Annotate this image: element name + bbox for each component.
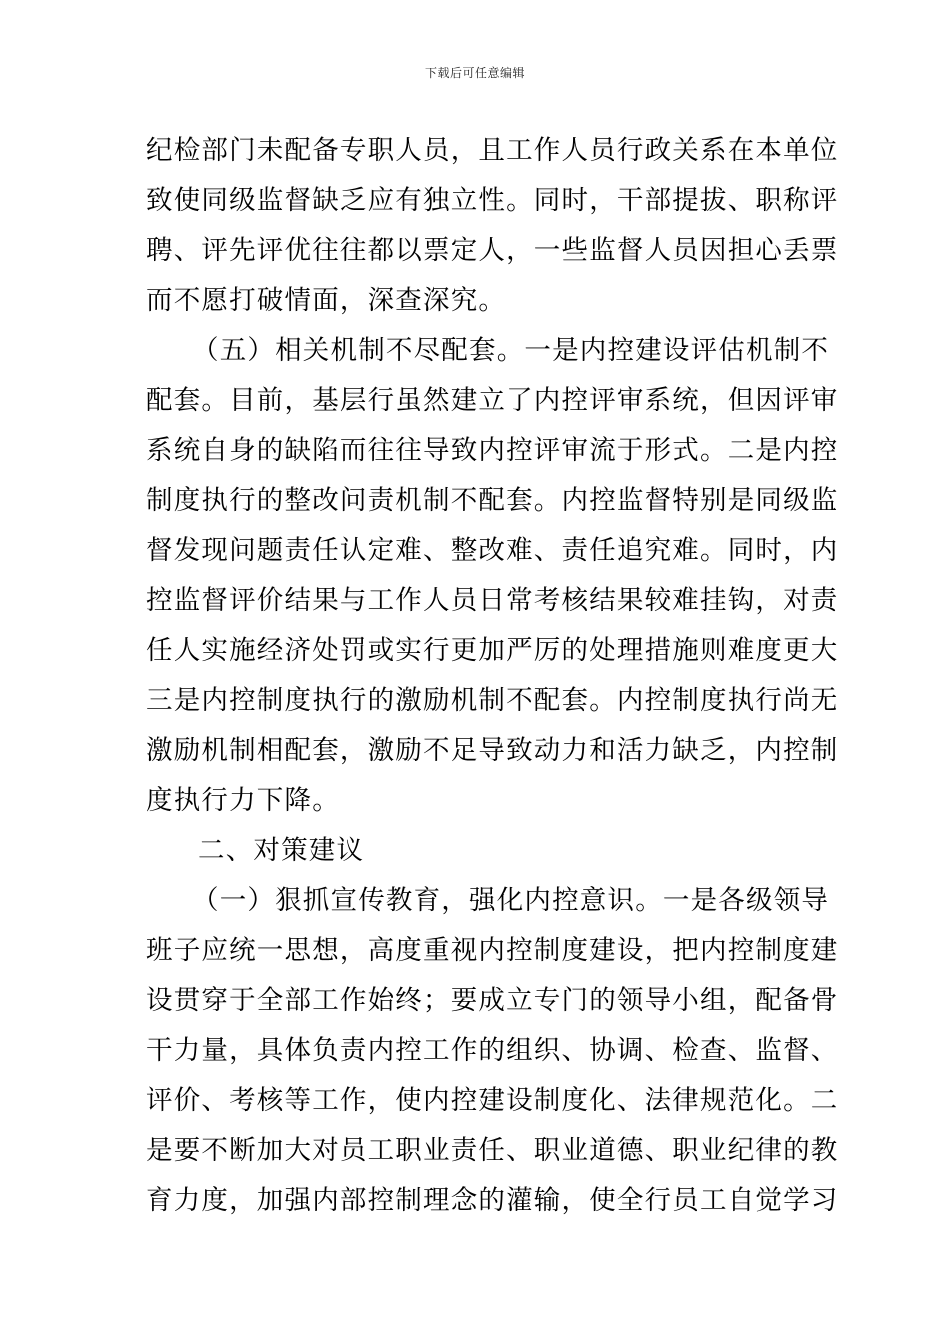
body-line: 度执行力下降。	[146, 785, 340, 816]
body-line: 配套。目前，基层行虽然建立了内控评审系统，但因评审	[146, 385, 839, 416]
body-line: 是要不断加大对员工职业责任、职业道德、职业纪律的教	[146, 1135, 839, 1166]
page-header: 下载后可任意编辑	[424, 66, 525, 80]
body-line: 设贯穿于全部工作始终；要成立专门的领导小组，配备骨	[146, 985, 839, 1016]
body-line: 聘、评先评优往往都以票定人，一些监督人员因担心丢票	[146, 235, 839, 266]
body-line: 干力量，具体负责内控工作的组织、协调、检查、监督、	[146, 1035, 839, 1066]
section-heading: 二、对策建议	[198, 835, 365, 866]
body-line: 三是内控制度执行的激励机制不配套。内控制度执行尚无	[146, 685, 839, 716]
body-line: 激励机制相配套，激励不足导致动力和活力缺乏，内控制	[146, 735, 839, 766]
paragraph-start-line: （一）狠抓宣传教育，强化内控意识。一是各级领导	[192, 885, 830, 916]
body-line: 任人实施经济处罚或实行更加严厉的处理措施则难度更大	[146, 635, 839, 666]
body-line: 而不愿打破情面，深查深究。	[146, 285, 507, 316]
body-line: 制度执行的整改问责机制不配套。内控监督特别是同级监	[146, 485, 839, 516]
body-line: 控监督评价结果与工作人员日常考核结果较难挂钩，对责	[146, 585, 839, 616]
body-line: 系统自身的缺陷而往往导致内控评审流于形式。二是内控	[146, 435, 839, 466]
body-line: 评价、考核等工作，使内控建设制度化、法律规范化。二	[146, 1085, 839, 1116]
paragraph-start-line: （五）相关机制不尽配套。一是内控建设评估机制不	[192, 335, 830, 366]
body-line: 班子应统一思想，高度重视内控制度建设，把内控制度建	[146, 935, 839, 966]
document-body	[146, 126, 839, 1226]
body-line: 致使同级监督缺乏应有独立性。同时，干部提拔、职称评	[146, 185, 839, 216]
body-line: 纪检部门未配备专职人员，且工作人员行政关系在本单位	[146, 135, 839, 166]
body-line: 督发现问题责任认定难、整改难、责任追究难。同时，内	[146, 535, 839, 566]
body-line: 育力度，加强内部控制理念的灌输，使全行员工自觉学习	[146, 1185, 839, 1216]
